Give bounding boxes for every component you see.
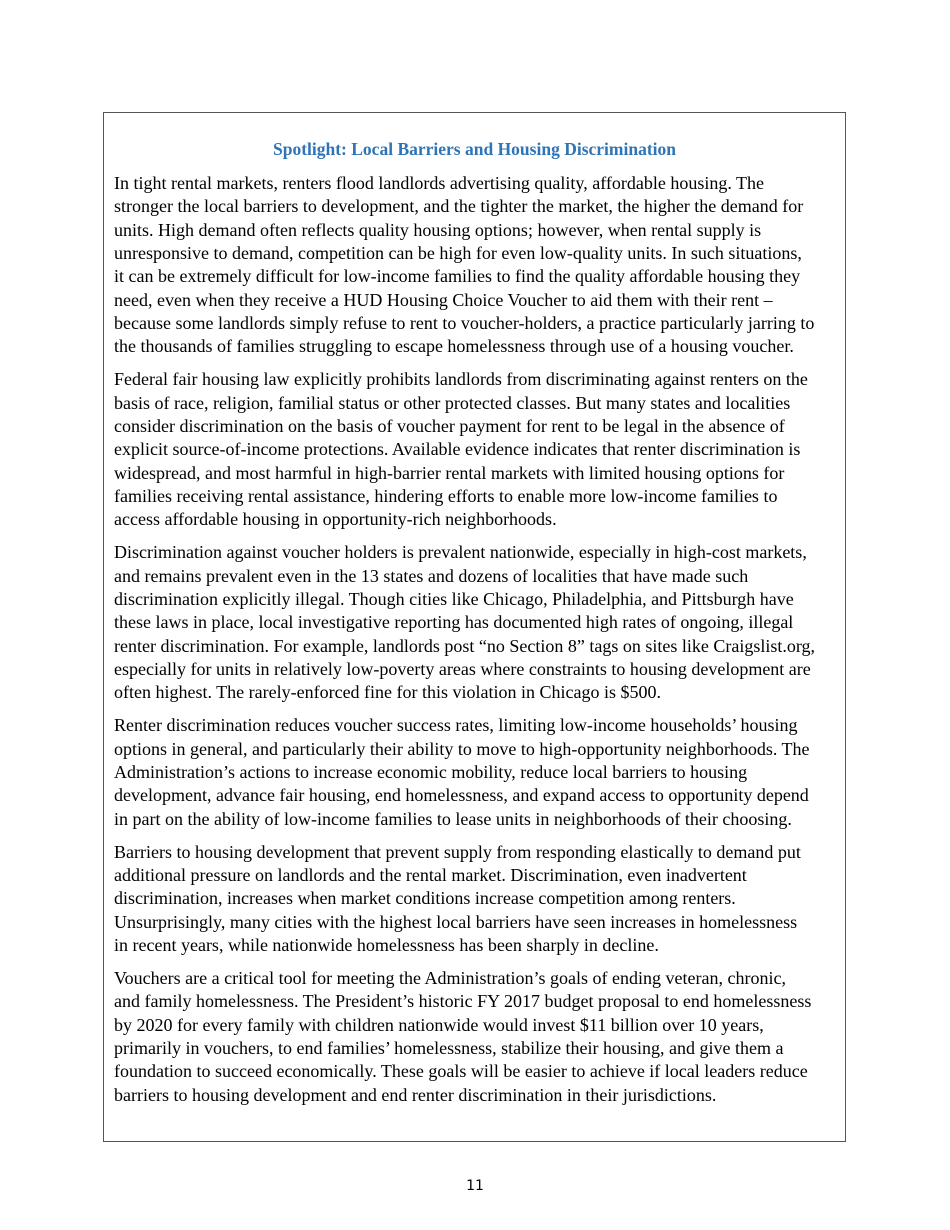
text-line: often highest. The rarely-enforced fine for this violation in Chicago is $500. [114,682,662,703]
text-line: and family homelessness. The President’s historic FY 2017 budget proposal to end homelessness [114,991,812,1012]
text-line: discrimination, increases when market conditions increase competition among renters. [114,888,736,909]
text-line: families receiving rental assistance, hindering efforts to enable more low-income families to [114,486,778,507]
text-line: access affordable housing in opportunity-rich neighborhoods. [114,509,557,530]
page-number: 11 [466,1178,484,1194]
text-line: need, even when they receive a HUD Housing Choice Voucher to aid them with their rent – [114,289,773,310]
text-line: because some landlords simply refuse to rent to voucher-holders, a practice particularly jarring to [114,313,815,334]
text-line: Vouchers are a critical tool for meeting the Administration’s goals of ending veteran, chronic, [114,967,786,988]
text-line: stronger the local barriers to development, and the tighter the market, the higher the demand for [114,196,804,217]
text-line: units. High demand often reflects quality housing options; however, when rental supply is [114,219,762,240]
text-line: primarily in vouchers, to end families’ homelessness, stabilize their housing, and give them a [114,1038,784,1058]
text-line: development, advance fair housing, end homelessness, and expand access to opportunity depend [114,785,809,806]
text-line: consider discrimination on the basis of voucher payment for rent to be legal in the absence of [114,416,785,437]
paragraph [114,841,815,958]
paragraph [114,541,815,704]
text-line: discrimination explicitly illegal. Though cities like Chicago, Philadelphia, and Pittsburgh have [114,589,794,610]
text-line: widespread, and most harmful in high-barrier rental markets with limited housing options for [114,462,785,483]
text-line: Barriers to housing development that prevent supply from responding elastically to demand put [114,841,801,862]
text-line: basis of race, religion, familial status or other protected classes. But many states and localities [114,392,791,413]
text-line: Renter discrimination reduces voucher success rates, limiting low-income households’ housing [114,715,798,736]
text-line: in part on the ability of low-income families to lease units in neighborhoods of their choosing. [114,808,792,829]
text-line: these laws in place, local investigative reporting has documented high rates of ongoing, illegal [114,612,794,633]
paragraph [114,967,815,1107]
text-line: by 2020 for every family with children nationwide would invest $11 billion over 10 years, [114,1014,764,1035]
text-line: in recent years, while nationwide homelessness has been sharply in decline. [114,935,659,956]
text-line: unresponsive to demand, competition can be high for even low-quality units. In such situations, [114,243,802,264]
text-line: Administration’s actions to increase economic mobility, reduce local barriers to housing [114,762,748,783]
text-line: renter discrimination. For example, landlords post “no Section 8” tags on sites like Craigslist.org, [114,635,816,656]
spotlight-body [114,172,815,1117]
paragraph [114,714,815,831]
text-line: the thousands of families struggling to escape homelessness through use of a housing voucher. [114,336,794,357]
text-line: options in general, and particularly their ability to move to high-opportunity neighborhoods. The [114,738,810,759]
text-line: Discrimination against voucher holders is prevalent nationwide, especially in high-cost markets, [114,542,807,563]
text-line: especially for units in relatively low-poverty areas where constraints to housing development are [114,659,811,680]
text-line: explicit source-of-income protections. Available evidence indicates that renter discrimination is [114,439,801,460]
text-line: Unsurprisingly, many cities with the highest local barriers have seen increases in homelessness [114,911,798,932]
text-line: additional pressure on landlords and the rental market. Discrimination, even inadvertent [114,865,747,885]
paragraph [114,172,815,359]
text-line: and remains prevalent even in the 13 states and dozens of localities that have made such [114,565,749,586]
text-line: In tight rental markets, renters flood landlords advertising quality, affordable housing. The [114,173,765,193]
paragraph [114,368,815,531]
spotlight-box [103,112,846,1142]
text-line: Federal fair housing law explicitly prohibits landlords from discriminating against renters on the [114,369,808,390]
text-line: barriers to housing development and end renter discrimination in their jurisdictions. [114,1084,717,1105]
spotlight-title: Spotlight: Local Barriers and Housing Discrimination [272,139,676,159]
text-line: foundation to succeed economically. These goals will be easier to achieve if local leaders reduce [114,1061,808,1082]
text-line: it can be extremely difficult for low-income families to find the quality affordable housing they [114,266,801,287]
